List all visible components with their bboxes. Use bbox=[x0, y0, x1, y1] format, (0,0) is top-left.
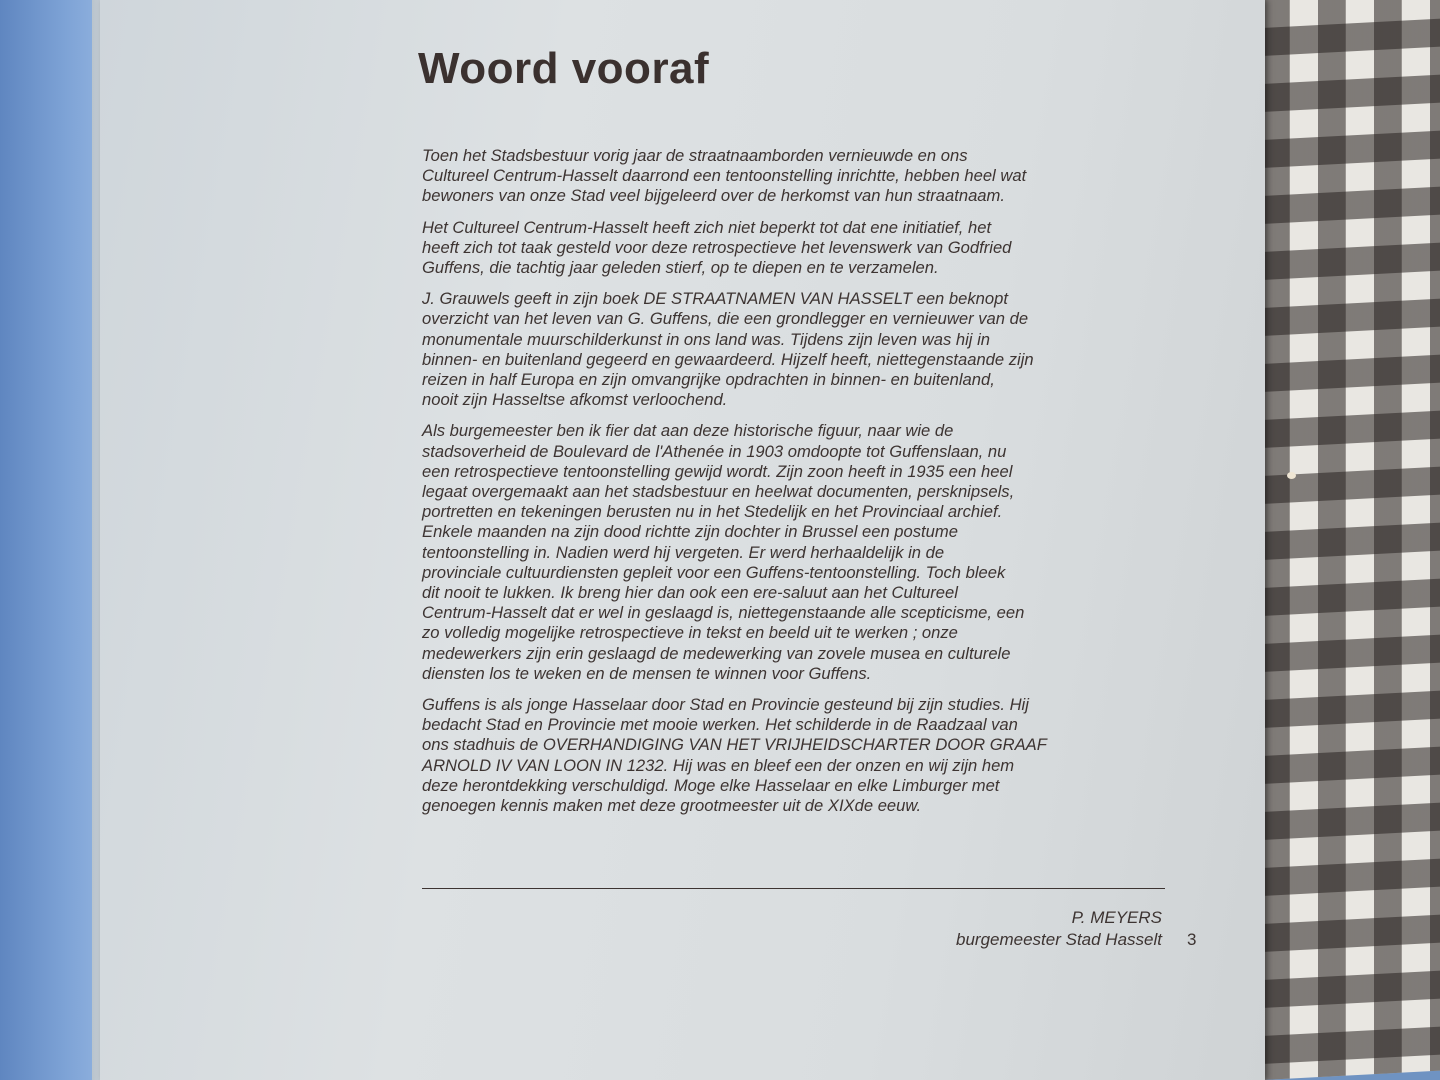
text-line: heeft zich tot taak gesteld voor deze retrospectieve het levenswerk van Godfried bbox=[422, 237, 1012, 257]
text-line: zo volledig mogelijke retrospectieve in tekst en beeld uit te werken ; onze bbox=[422, 623, 958, 643]
paper-speck bbox=[1287, 472, 1296, 479]
text-line: dit nooit te lukken. Ik breng hier dan ook een ere-saluut aan het Cultureel bbox=[422, 583, 958, 603]
paragraph bbox=[422, 289, 1167, 410]
text-line: J. Grauwels geeft in zijn boek DE STRAATNAMEN VAN HASSELT een beknopt bbox=[422, 289, 1008, 309]
text-line: legaat overgemaakt aan het stadsbestuur en heelwat documenten, persknipsels, bbox=[422, 482, 1015, 502]
text-line: een retrospectieve tentoonstelling gewijd wordt. Zijn zoon heeft in 1935 een heel bbox=[422, 461, 1013, 481]
text-line: provinciale cultuurdiensten gepleit voor een Guffens-tentoonstelling. Toch bleek bbox=[422, 562, 1006, 582]
text-line: genoegen kennis maken met deze grootmeester uit de XIXde eeuw. bbox=[422, 796, 922, 816]
text-line: bedacht Stad en Provincie met mooie werken. Het schilderde in de Raadzaal van bbox=[422, 715, 1018, 735]
text-line: portretten en tekeningen berusten nu in het Stedelijk en het Provinciaal archief. bbox=[422, 502, 1003, 522]
paragraph bbox=[422, 218, 1167, 279]
signature-name: P. MEYERS bbox=[1071, 908, 1162, 927]
text-line: Enkele maanden na zijn dood richtte zijn dochter in Brussel een postume bbox=[422, 522, 958, 542]
text-line: medewerkers zijn erin geslaagd de medewerking van zovele musea en culturele bbox=[422, 643, 1011, 663]
text-line: Toen het Stadsbestuur vorig jaar de straatnaamborden vernieuwde en ons bbox=[422, 146, 968, 165]
checkered-cloth bbox=[1262, 0, 1440, 1080]
text-line: deze herontdekking verschuldigd. Moge elke Hasselaar en elke Limburger met bbox=[422, 775, 1000, 795]
text-line: ARNOLD IV VAN LOON IN 1232. Hij was en bleef een der onzen en wij zijn hem bbox=[422, 755, 1015, 775]
paragraph bbox=[422, 695, 1167, 816]
foreword-body bbox=[422, 146, 1167, 827]
text-line: reizen in half Europa en zijn omvangrijke opdrachten in binnen- en buitenland, bbox=[422, 370, 995, 390]
page-number: 3 bbox=[1187, 930, 1197, 949]
text-line: bewoners van onze Stad veel bijgeleerd over de herkomst van hun straatnaam. bbox=[422, 186, 1005, 206]
signature-role: burgemeester Stad Hasselt bbox=[956, 930, 1162, 949]
text-line: monumentale muurschilderkunst in ons land was. Tijdens zijn leven was hij in bbox=[422, 329, 991, 349]
text-line: Centrum-Hasselt dat er wel in geslaagd is, niettegenstaande alle scepticisme, een bbox=[422, 603, 1025, 623]
text-line: stadsoverheid de Boulevard de l'Athenée in 1903 omdoopte tot Guffenslaan, nu bbox=[422, 441, 1007, 461]
paragraph bbox=[422, 146, 1167, 207]
page-title: Woord vooraf bbox=[418, 44, 710, 93]
text-line: ons stadhuis de OVERHANDIGING VAN HET VRIJHEIDSCHARTER DOOR GRAAF bbox=[422, 735, 1047, 755]
text-line: diensten los te weken en de mensen te winnen voor Guffens. bbox=[422, 663, 872, 683]
text-line: tentoonstelling in. Nadien werd hij vergeten. Er werd herhaaldelijk in de bbox=[422, 542, 945, 562]
text-line: Het Cultureel Centrum-Hasselt heeft zich niet beperkt tot dat ene initiatief, het bbox=[422, 217, 992, 237]
text-line: Als burgemeester ben ik fier dat aan deze historische figuur, naar wie de bbox=[422, 421, 954, 441]
text-line: Guffens, die tachtig jaar geleden stierf, op te diepen en te verzamelen. bbox=[422, 258, 939, 278]
paragraph bbox=[422, 421, 1167, 684]
signature-rule bbox=[422, 888, 1165, 889]
text-line: binnen- en buitenland gegeerd en gewaardeerd. Hijzelf heeft, niettegenstaande zijn bbox=[422, 349, 1034, 369]
text-line: overzicht van het leven van G. Guffens, die een grondlegger en vernieuwer van de bbox=[422, 309, 1029, 329]
text-line: Guffens is als jonge Hasselaar door Stad en Provincie gesteund bij zijn studies. Hij bbox=[422, 695, 1029, 715]
text-line: nooit zijn Hasseltse afkomst verloochend. bbox=[422, 390, 728, 410]
text-line: Cultureel Centrum-Hasselt daarrond een tentoonstelling inrichtte, hebben heel wat bbox=[422, 166, 1027, 186]
